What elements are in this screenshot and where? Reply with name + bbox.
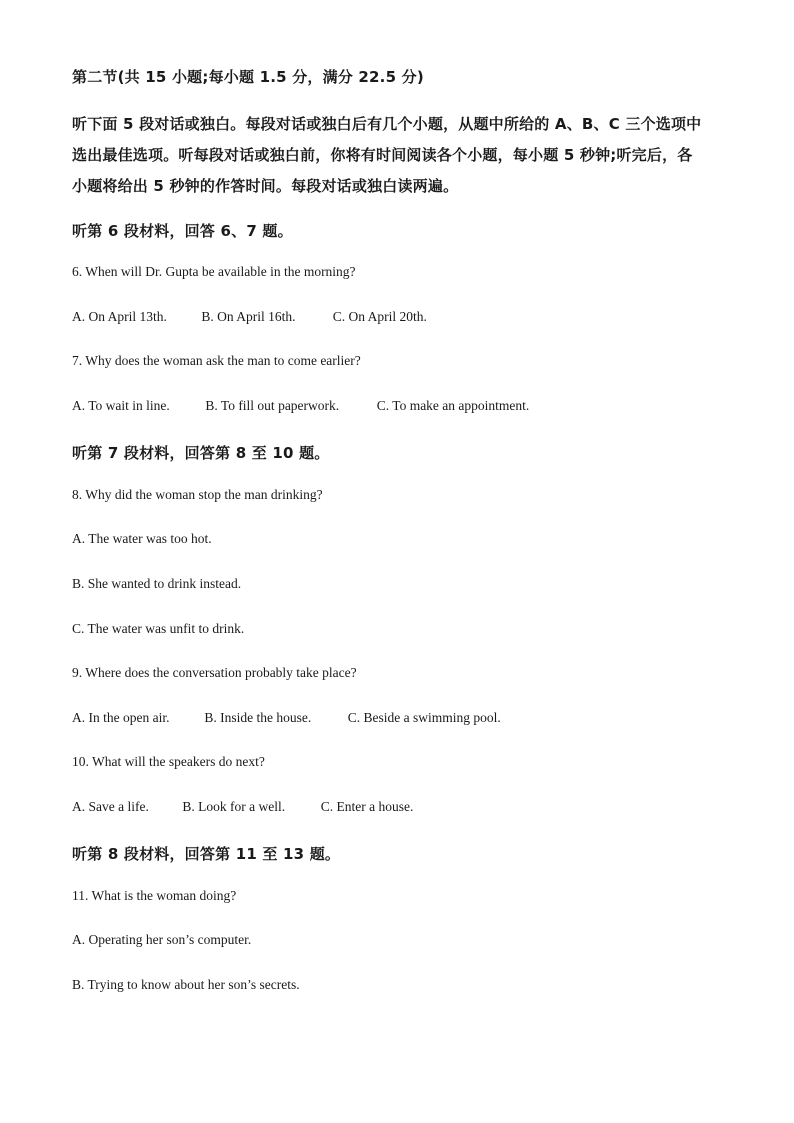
option-c: C. On April 20th. (332, 309, 427, 324)
option-b: B. Inside the house. (204, 710, 312, 725)
question-options-7 (72, 398, 529, 414)
question-options-10 (72, 799, 413, 815)
option-c: C. The water was unfit to drink. (72, 621, 245, 636)
question-stem-7: 7. Why does the woman ask the man to come earlier? (72, 353, 361, 368)
instructions-line-3: 小题将给出 5 秒钟的作答时间。每段对话或独白读两遍。 (72, 177, 459, 195)
option-c: C. Enter a house. (320, 799, 414, 814)
option-b: B. To fill out paperwork. (205, 398, 340, 413)
option-a: A. To wait in line. (72, 398, 170, 413)
option-b: B. On April 16th. (201, 309, 296, 324)
option-a: A. On April 13th. (72, 309, 167, 324)
question-options-6 (72, 309, 427, 325)
option-c: C. To make an appointment. (376, 398, 530, 413)
section-title: 第二节(共 15 小题;每小题 1.5 分，满分 22.5 分) (72, 68, 424, 86)
question-options-9 (72, 710, 501, 726)
option-b: B. Look for a well. (182, 799, 286, 814)
option-a: A. Save a life. (72, 799, 149, 814)
instructions-line-2: 选出最佳选项。听每段对话或独白前，你将有时间阅读各个小题，每小题 5 秒钟;听完后，各 (72, 146, 693, 164)
question-stem-8: 8. Why did the woman stop the man drinking? (72, 487, 323, 502)
question-stem-9: 9. Where does the conversation probably take place? (72, 665, 357, 680)
option-a: A. The water was too hot. (72, 531, 212, 546)
group-heading-8: 听第 8 段材料，回答第 11 至 13 题。 (72, 845, 341, 863)
option-b: B. She wanted to drink instead. (72, 576, 242, 591)
group-heading-7: 听第 7 段材料，回答第 8 至 10 题。 (72, 444, 330, 462)
option-c: C. Beside a swimming pool. (347, 710, 501, 725)
option-a: A. Operating her son’s computer. (72, 932, 252, 947)
option-a: A. In the open air. (72, 710, 170, 725)
question-stem-10: 10. What will the speakers do next? (72, 754, 265, 769)
group-heading-6: 听第 6 段材料，回答 6、7 题。 (72, 222, 293, 240)
question-stem-6: 6. When will Dr. Gupta be available in the morning? (72, 264, 356, 279)
instructions-line-1: 听下面 5 段对话或独白。每段对话或独白后有几个小题，从题中所给的 A、B、C 三个选项中 (72, 115, 702, 133)
option-b: B. Trying to know about her son’s secrets. (72, 977, 300, 992)
question-stem-11: 11. What is the woman doing? (72, 888, 237, 903)
